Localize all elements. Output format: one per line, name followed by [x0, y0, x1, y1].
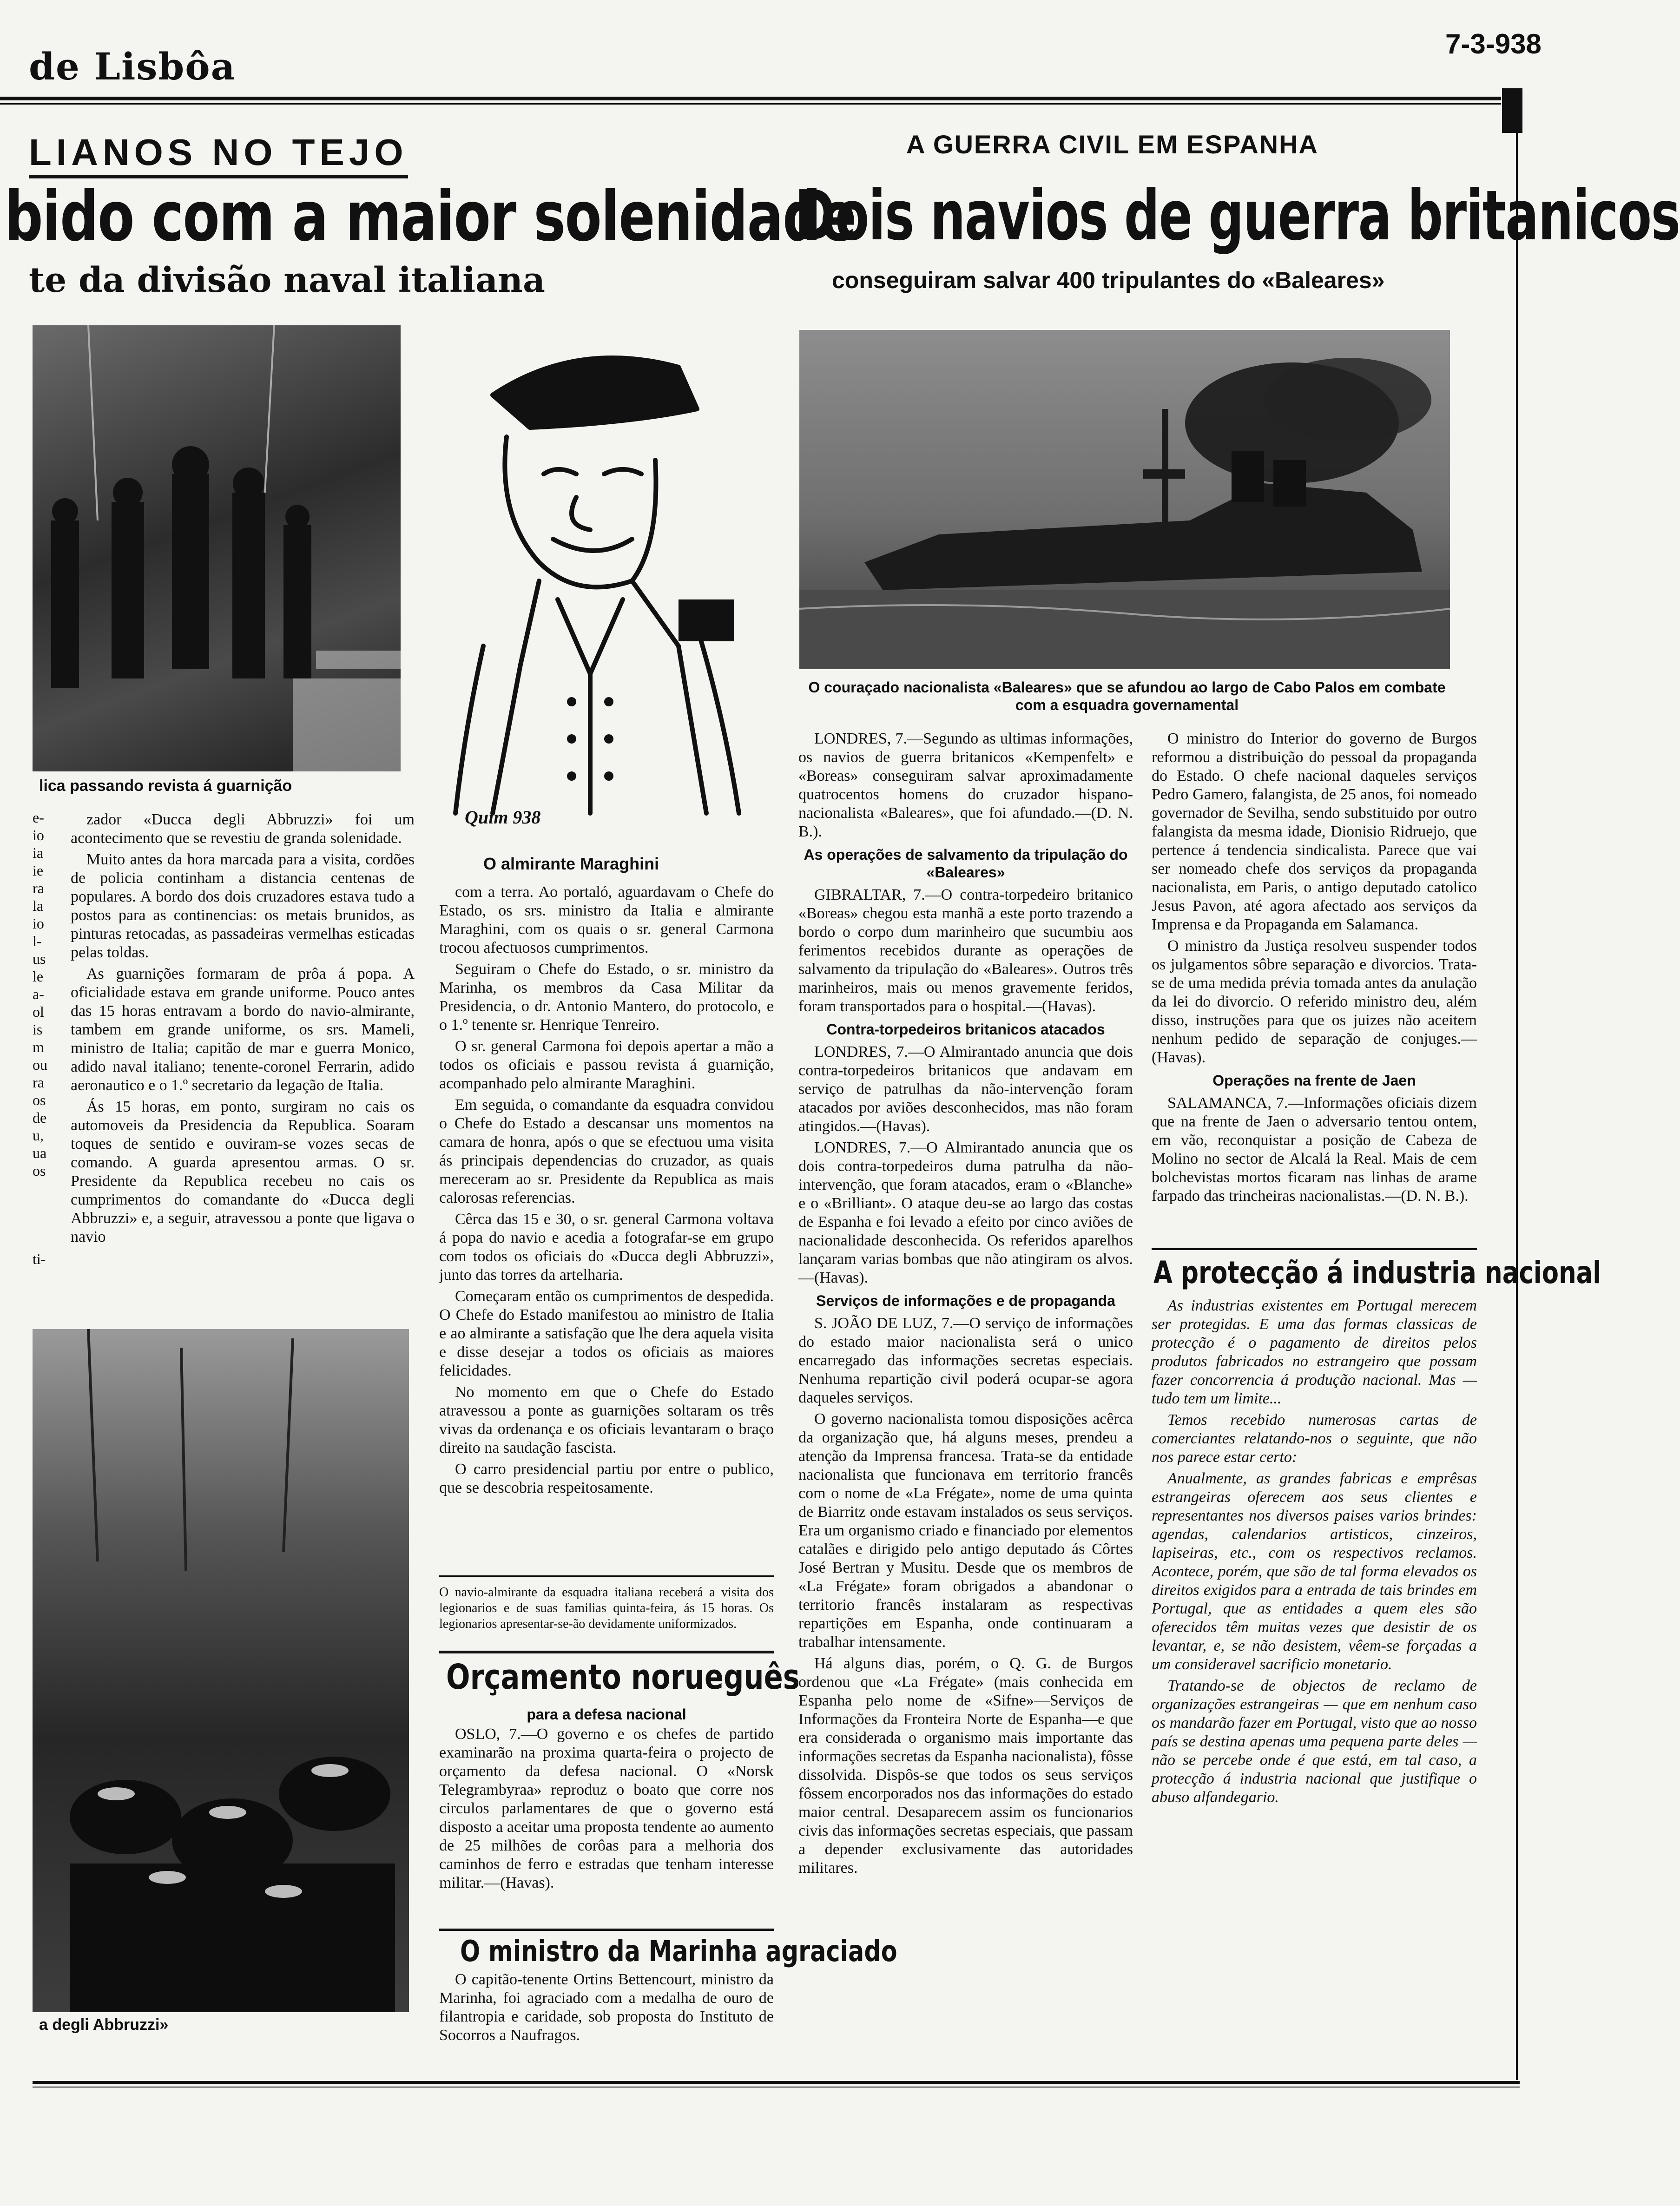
spain-article-col4: [1152, 730, 1477, 1241]
stub-fragment: ia: [33, 844, 44, 861]
stub-fragment: os: [33, 1162, 46, 1179]
article-paragraph: LONDRES, 7.—O Almirantado anuncia que os dois contra-torpedeiros duma patrulha da não-intervenção, que foram atacados, eram o «Blanche» e o «Brilliant». O ataque deu-se ao largo das costas de Espanha e foi levado a efeito por cinco aviões de nacionalidade desconhecida. Os referidos aparelhos lançaram varias bombas que não atingiram os alvos.—(Havas).: [798, 1139, 1133, 1286]
photo-ship-ceremony: [33, 1329, 409, 2012]
stub-fragment: io: [33, 827, 44, 843]
norway-sub-wrap: [439, 1701, 774, 1728]
stub-fragment: a-: [33, 986, 44, 1002]
article-paragraph: Em seguida, o comandante da esquadra convidou o Chefe do Estado a descansar uns momentos na camara de honra, após o que se efectuou uma visita ás principais dependencias do cruzador, as quais mereceram ao sr. Presidente da Republica as mais calorosas referencias.: [439, 1096, 774, 1206]
industria-body: [1152, 1297, 1477, 2063]
section-subheading: Serviços de informações e de propaganda: [816, 1292, 1115, 1309]
section-subheading: Contra-torpedeiros britanicos atacados: [826, 1021, 1105, 1038]
stub-fragment: e-: [33, 809, 44, 826]
stub-fragment: ua: [33, 1145, 47, 1161]
spain-deck: conseguiram salvar 400 tripulantes do «Baleares»: [832, 267, 1385, 293]
article-paragraph: No momento em que o Chefe do Estado atravessou a ponte as guarnições soltaram os três vivas da ordenança e os oficiais levantaram o braço direito na saudação fascista.: [439, 1383, 774, 1456]
marinha-paragraph: O capitão-tenente Ortins Bettencourt, ministro da Marinha, foi agraciado com a medalha de ouro de filantropia e caridade, sob proposta do Instituto de Socorros a Naufragos.: [439, 1971, 774, 2044]
marinha-body: [439, 1970, 774, 2073]
corner-block: [1502, 88, 1522, 133]
caricature-admiral: [437, 321, 771, 841]
stub-fragment: la: [33, 897, 44, 914]
stub-fragment: ol: [33, 1003, 44, 1020]
photo-ship-ceremony-caption: a degli Abbruzzi»: [39, 2016, 169, 2034]
caricature-signature: Quim 938: [465, 807, 541, 828]
left-stub-column: [33, 809, 59, 1227]
notice-rule-top: [439, 1575, 774, 1577]
stub-fragment: m: [33, 1039, 44, 1055]
stub-fragment: ie: [33, 862, 44, 879]
article-paragraph: Cêrca das 15 e 30, o sr. general Carmona voltava á popa do navio e acedia a fotografar-se em grupo com todos os oficiais do «Ducca degli Abbruzzi», junto das torres da artelharia.: [439, 1211, 774, 1284]
article-paragraph: Seguiram o Chefe do Estado, o sr. ministro da Marinha, os membros da Casa Militar da Presidencia, o dr. Antonio Mantero, do protocolo, e o 1.º tenente sr. Henrique Tenreiro.: [439, 961, 774, 1034]
bottom-rule: [33, 2081, 1520, 2084]
photo-baleares-scene: [799, 330, 1450, 669]
article-paragraph: As guarnições formaram de prôa á popa. A oficialidade estava em grande uniforme. Pouco antes das 15 horas entravam a bordo do navio-almirante, tambem em grande uniforme, os srs. Mameli, ministro de Italia; capitão de mar e guerra Monico, adido naval italiano; tenente-coronel Ferrarin, adido aeronautico e o 1.º secretario da legação de Italia.: [71, 965, 415, 1094]
industria-headline: A protecção á industria nacional: [1153, 1255, 1601, 1291]
norway-body: [439, 1725, 774, 1925]
article-paragraph: As industrias existentes em Portugal merecem ser protegidas. E uma das formas classicas de protecção é o pagamento de direitos pelos produtos fabricados no estrangeiro que possam fazer concorrencia á produção nacional. Mas — tudo tem um limite...: [1152, 1297, 1477, 1407]
article-paragraph: SALAMANCA, 7.—Informações oficiais dizem que na frente de Jaen o adversario tentou ontem, em vão, reconquistar a posição de Cabeza de Molino no sector de Alcalá la Real. Mais de cem bolchevistas mortos ficaram nas linhas de arame farpado das trincheiras nacionalistas.—(D. N. B.).: [1152, 1094, 1477, 1205]
caricature-caption: O almirante Maraghini: [483, 854, 659, 873]
article-paragraph: Temos recebido numerosas cartas de comerciantes relatando-nos o seguinte, que não nos parece estar certo:: [1152, 1411, 1477, 1466]
spain-article-col3: [798, 730, 1133, 2063]
article-paragraph: Anualmente, as grandes fabricas e emprêsas estrangeiras oferecem aos seus clientes e representantes nos diversos paises varios brindes: agendas, calendarios artisticos, cinzeiros, lapiseiras, etc., com os respectivos reclamos. Acontece, porém, que são de tal forma elevados os direitos exigidos para a entrada de tais brindes em Portugal, que as entidades a quem eles são oferecidos têm muitas vezes que desistir de os levantar, e, se não desistem, vêem-se forçadas a um consideravel sacrificio monetario.: [1152, 1470, 1477, 1673]
notice-legionarios: O navio-almirante da esquadra italiana receberá a visita dos legionarios e de suas familias quinta-feira, ás 15 horas. Os legionarios apresentar-se-ão devidamente uniformizados.: [439, 1585, 774, 1631]
stub-fragment: l-: [33, 933, 42, 949]
stub-fragment: ti-: [33, 1251, 46, 1267]
stub-fragment: ra: [33, 880, 44, 896]
section-subheading: Operações na frente de Jaen: [1212, 1072, 1416, 1089]
stub-fragment: is: [33, 1021, 43, 1038]
article-paragraph: Há alguns dias, porém, o Q. G. de Burgos ordenou que «La Frégate» (mais conhecida em Espanha pelo nome de «Sifne»—Serviços de Informações da Fronteira Norte de Espanha—e que era considerada o organismo mais importante das informações secretas da Espanha nacionalista), fôsse dissolvida. Dispôs-se que todos os seus serviços fôssem encorporados nos das informações do estado maior central. Desaparecem assim os funcionarios civis das informações secretas especiais, que passam a depender exclusivamente das autoridades militares.: [798, 1655, 1133, 1877]
left-stub-column-2: [33, 1250, 59, 1278]
spain-headline: Dois navios de guerra britanicos: [795, 176, 1680, 256]
article-paragraph: O ministro da Justiça resolveu suspender todos os julgamentos sôbre separação e divorcios. Trata-se de uma medida prévia tomada antes da anulação da lei do divorcio. O referido ministro deu, além disso, instruções para que os juizes não aceitem nenhum pedido de separação de conjuges.—(Havas).: [1152, 937, 1477, 1066]
article-paragraph: O ministro do Interior do governo de Burgos reformou a distribuição do pessoal da propaganda do Estado. O chefe nacional daqueles serviços Pedro Gamero, falangista, de 25 anos, foi nomeado governador de Sevilha, sendo substituido por outro falangista da mesma idade, Dionisio Ridruejo, que pertence á tendencia sindicalista. Parece que vai ser nomeado chefe dos serviços da propaganda nacionalista, em Paris, o antigo deputado catolico Jesus Pavon, até agora afectado aos serviços da Imprensa e da Propaganda em Salamanca.: [1152, 730, 1477, 933]
article-paragraph: Começaram então os cumprimentos de despedida. O Chefe do Estado manifestou ao ministro de Italia e ao almirante a satisfação que lhe dera aquela visita e disse desejar a todos os oficiais as maiores felicidades.: [439, 1288, 774, 1379]
stub-fragment: io: [33, 915, 44, 932]
article-paragraph: Muito antes da hora marcada para a visita, cordões de policia continham a distancia centenas de populares. A bordo dos dois cruzadores estava tudo a postos para as continencias: os metais brunidos, as pinturas retocadas, as passadeiras vermelhas esticadas pelas toldas.: [71, 851, 415, 961]
photo-guard-review-scene: [33, 325, 401, 771]
article-paragraph: O governo nacionalista tomou disposições acêrca da organização que, há alguns meses, prendeu a atenção da Imprensa francesa. Trata-se da entidade nacionalista que funcionava em territorio francês com o nome de «La Frégate», nome de uma quinta de Biarritz onde estavam instalados os seus serviços. Era um organismo criado e financiado por elementos catalães e dirigido pelo antigo deputado ás Côrtes José Bertran y Musitu. Desde que os membros de «La Frégate» foram obrigados a abandonar o territorio francês instalaram as respectivas repartições em Espanha, onde continuaram a trabalhar intensamente.: [798, 1410, 1133, 1651]
stub-fragment: us: [33, 950, 46, 967]
stub-fragment: u,: [33, 1127, 44, 1144]
masthead-rule-thin: [0, 103, 1501, 105]
stub-fragment: ou: [33, 1056, 47, 1073]
norway-subhead: para a defesa nacional: [527, 1706, 686, 1723]
masthead-rule: [0, 97, 1501, 100]
left-article-col2: [439, 883, 774, 1561]
left-kicker: LIANOS NO TEJO: [29, 131, 408, 178]
spain-kicker: A GUERRA CIVIL EM ESPANHA: [906, 130, 1318, 159]
stub-fragment: os: [33, 1092, 46, 1108]
article-paragraph: O sr. general Carmona foi depois apertar a mão a todos os oficiais e passou revista á guarnição, acompanhado pelo almirante Maraghini.: [439, 1038, 774, 1092]
stub-fragment: de: [33, 1109, 47, 1126]
article-paragraph: S. JOÃO DE LUZ, 7.—O serviço de informações do estado maior nacionalista será o unico encarregado das informações secretas especiais. Nenhuma repartição civil poderá ocupar-se agora daqueles serviços.: [798, 1315, 1133, 1406]
article-paragraph: zador «Ducca degli Abbruzzi» foi um acontecimento que se revestiu de granda solenidade.: [71, 811, 415, 847]
caricature-drawing: [437, 321, 771, 841]
marinha-headline: O ministro da Marinha agraciado: [460, 1934, 897, 1968]
photo-guard-review-caption: lica passando revista á guarnição: [39, 777, 292, 795]
article-paragraph: LONDRES, 7.—O Almirantado anuncia que dois contra-torpedeiros britanicos que andavam em serviço de patrulhas da não-intervenção foram atacados por aviões desconhecidos, mas não foram atingidos.—(Havas).: [798, 1043, 1133, 1135]
section-subheading: As operações de salvamento da tripulação do «Baleares»: [804, 846, 1128, 881]
masthead-title: de Lisbôa: [29, 45, 236, 88]
norway-paragraph: OSLO, 7.—O governo e os chefes de partido examinarão na proxima quarta-feira o projecto de orçamento da defesa nacional. O «Norsk Telegrambyraa» reproduz o boato que corre nos circulos parlamentares de que o governo está disposto a aceitar uma proposta tendente ao aumento de 25 milhões de corôas para a melhoria dos caminhos de ferro e estradas que tenham interesse militar.—(Havas).: [439, 1725, 774, 1891]
photo-baleares-cruiser: [799, 330, 1450, 669]
photo-baleares-caption: O couraçado nacionalista «Baleares» que se afundou ao largo de Cabo Palos em combate com a esquadra governamental: [808, 679, 1446, 713]
photo-ship-ceremony-scene: [33, 1329, 409, 2012]
left-article-col1: [71, 810, 415, 1280]
stub-fragment: le: [33, 968, 44, 985]
masthead-date: 7-3-938: [1445, 28, 1542, 59]
left-headline: bido com a maior solenidade: [5, 177, 856, 257]
article-paragraph: Tratando-se de objectos de reclamo de organizações estrangeiras — que em nenhum caso os mandarão fazer em Portugal, visto que ao nosso país se destina apenas uma pequena parte deles — não se percebe onde é que está, em tal caso, a protecção á industria nacional que justifique o abuso alfandegario.: [1152, 1677, 1477, 1806]
notice-rule-bottom: [439, 1651, 774, 1653]
article-paragraph: GIBRALTAR, 7.—O contra-torpedeiro britanico «Boreas» chegou esta manhã a este porto trazendo a bordo o corpo dum marinheiro que sucumbiu aos ferimentos recebidos durante as operações de salvamento da tripulação do «Baleares». Outros três marinheiros, mais ou menos gravemente feridos, foram transportados para o hospital.—(Havas).: [798, 886, 1133, 1015]
article-paragraph: Ás 15 horas, em ponto, surgiram no cais os automoveis da Presidencia da Republica. Soaram toques de sentido e ouviram-se vozes secas de comando. A guarda apresentou armas. O sr. Presidente da Republica recebeu no cais os cumprimentos do comandante do «Ducca degli Abbruzzi» e, a seguir, atravessou a ponte que ligava o navio: [71, 1098, 415, 1245]
left-deck: te da divisão naval italiana: [29, 260, 545, 300]
article-paragraph: O carro presidencial partiu por entre o publico, que se descobria respeitosamente.: [439, 1461, 774, 1496]
right-margin-rule: [1516, 133, 1518, 2080]
stub-fragment: ra: [33, 1074, 44, 1091]
article-paragraph: LONDRES, 7.—Segundo as ultimas informações, os navios de guerra britanicos «Kempenfelt» e «Boreas» conseguiram salvar aproximadamente quatrocentos homens do cruzador hispano-nacionalista «Baleares», que foi afundado.—(D. N. B.).: [798, 730, 1133, 840]
norway-headline: Orçamento norueguês: [446, 1657, 800, 1697]
photo-guard-review: [33, 325, 401, 771]
article-paragraph: com a terra. Ao portaló, aguardavam o Chefe do Estado, os srs. ministro da Italia e almirante Maraghini, com os quais o sr. general Carmona trocou afectuosos cumprimentos.: [439, 883, 774, 956]
marinha-rule: [439, 1929, 774, 1931]
industria-rule: [1152, 1248, 1477, 1250]
